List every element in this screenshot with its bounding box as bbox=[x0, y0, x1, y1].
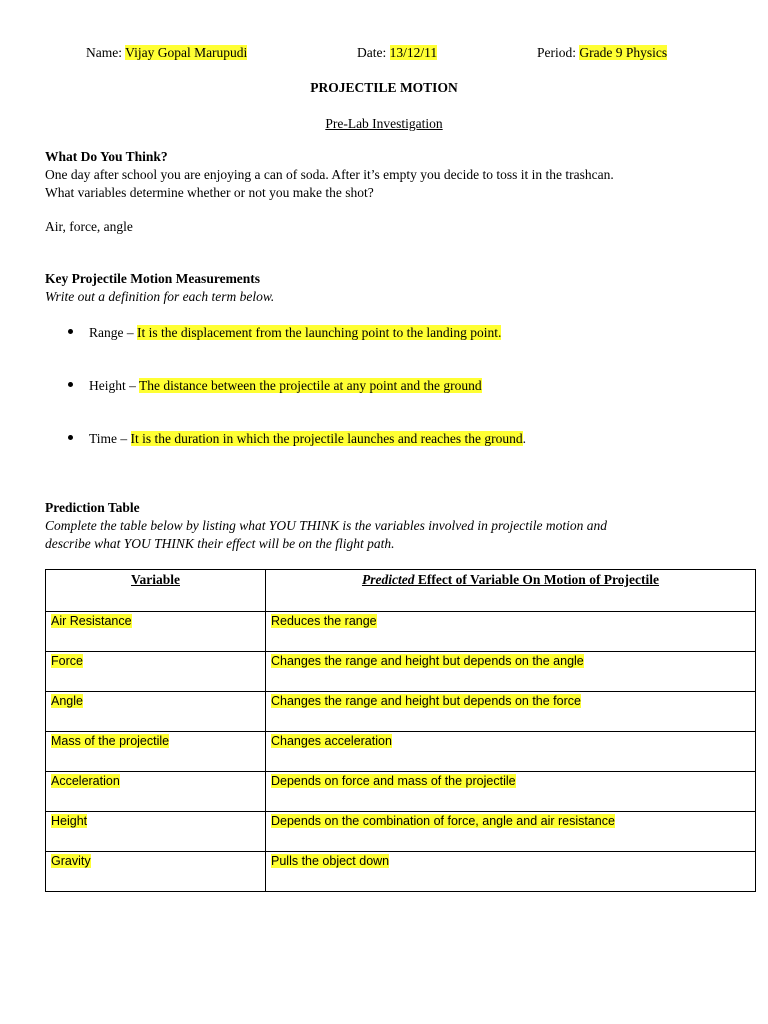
effect-column-header bbox=[266, 570, 756, 612]
period-field bbox=[537, 45, 667, 61]
think-prompt-line-1: One day after school you are enjoying a can of soda. After it’s empty you decide to toss it in the trashcan. bbox=[45, 167, 614, 182]
prediction-heading: Prediction Table bbox=[45, 500, 140, 515]
name-value: Vijay Gopal Marupudi bbox=[125, 45, 248, 60]
definition-time-suffix: . bbox=[522, 431, 527, 446]
prediction-instruction-line-2: describe what YOU THINK their effect will be on the flight path. bbox=[45, 536, 395, 551]
prediction-instruction-line-1: Complete the table below by listing what YOU THINK is the variables involved in projectile motion and bbox=[45, 518, 607, 533]
table-row bbox=[46, 692, 756, 732]
bullet-time bbox=[68, 431, 526, 447]
table-row bbox=[46, 652, 756, 692]
think-prompt-line-2: What variables determine whether or not you make the shot? bbox=[45, 185, 374, 200]
table-row bbox=[46, 852, 756, 892]
variable-cell[interactable]: Force bbox=[46, 652, 266, 692]
effect-cell[interactable]: Depends on force and mass of the projectile bbox=[266, 772, 756, 812]
name-label: Name: bbox=[86, 45, 122, 60]
variable-cell[interactable]: Acceleration bbox=[46, 772, 266, 812]
bullet-icon bbox=[68, 382, 73, 387]
variable-column-header: Variable bbox=[46, 570, 266, 612]
variable-cell[interactable]: Height bbox=[46, 812, 266, 852]
prediction-table bbox=[45, 569, 756, 892]
term-range: Range – bbox=[89, 325, 134, 340]
table-row bbox=[46, 772, 756, 812]
effect-cell[interactable]: Changes the range and height but depends on the force bbox=[266, 692, 756, 732]
definition-height: The distance between the projectile at any point and the ground bbox=[139, 378, 482, 393]
page-subtitle: Pre-Lab Investigation bbox=[325, 116, 443, 131]
measurements-instruction: Write out a definition for each term below. bbox=[45, 289, 275, 304]
table-row bbox=[46, 732, 756, 772]
name-field bbox=[86, 45, 247, 61]
table-header-row bbox=[46, 570, 756, 612]
think-answer: Air, force, angle bbox=[45, 219, 133, 234]
bullet-height bbox=[68, 378, 482, 394]
variable-cell[interactable]: Gravity bbox=[46, 852, 266, 892]
measurements-heading: Key Projectile Motion Measurements bbox=[45, 271, 261, 286]
date-label: Date: bbox=[357, 45, 387, 60]
date-value: 13/12/11 bbox=[389, 45, 438, 60]
effect-cell[interactable]: Depends on the combination of force, angle and air resistance bbox=[266, 812, 756, 852]
think-heading: What Do You Think? bbox=[45, 149, 168, 164]
bullet-icon bbox=[68, 435, 73, 440]
effect-cell[interactable]: Pulls the object down bbox=[266, 852, 756, 892]
term-time: Time – bbox=[89, 431, 128, 446]
effect-header-rest: Effect of Variable On Motion of Projectile bbox=[414, 572, 660, 587]
effect-cell[interactable]: Reduces the range bbox=[266, 612, 756, 652]
variable-cell[interactable]: Air Resistance bbox=[46, 612, 266, 652]
term-height: Height – bbox=[89, 378, 136, 393]
period-value: Grade 9 Physics bbox=[579, 45, 668, 60]
effect-header-emphasis: Predicted bbox=[361, 572, 415, 587]
period-label: Period: bbox=[537, 45, 576, 60]
bullet-range bbox=[68, 325, 501, 341]
definition-range: It is the displacement from the launching point to the landing point. bbox=[137, 325, 502, 340]
definition-time: It is the duration in which the projectile launches and reaches the ground bbox=[130, 431, 523, 446]
effect-cell[interactable]: Changes acceleration bbox=[266, 732, 756, 772]
table-row bbox=[46, 812, 756, 852]
bullet-icon bbox=[68, 329, 73, 334]
effect-cell[interactable]: Changes the range and height but depends on the angle bbox=[266, 652, 756, 692]
date-field bbox=[357, 45, 437, 61]
page-title: PROJECTILE MOTION bbox=[310, 80, 458, 95]
table-row bbox=[46, 612, 756, 652]
variable-cell[interactable]: Angle bbox=[46, 692, 266, 732]
variable-cell[interactable]: Mass of the projectile bbox=[46, 732, 266, 772]
